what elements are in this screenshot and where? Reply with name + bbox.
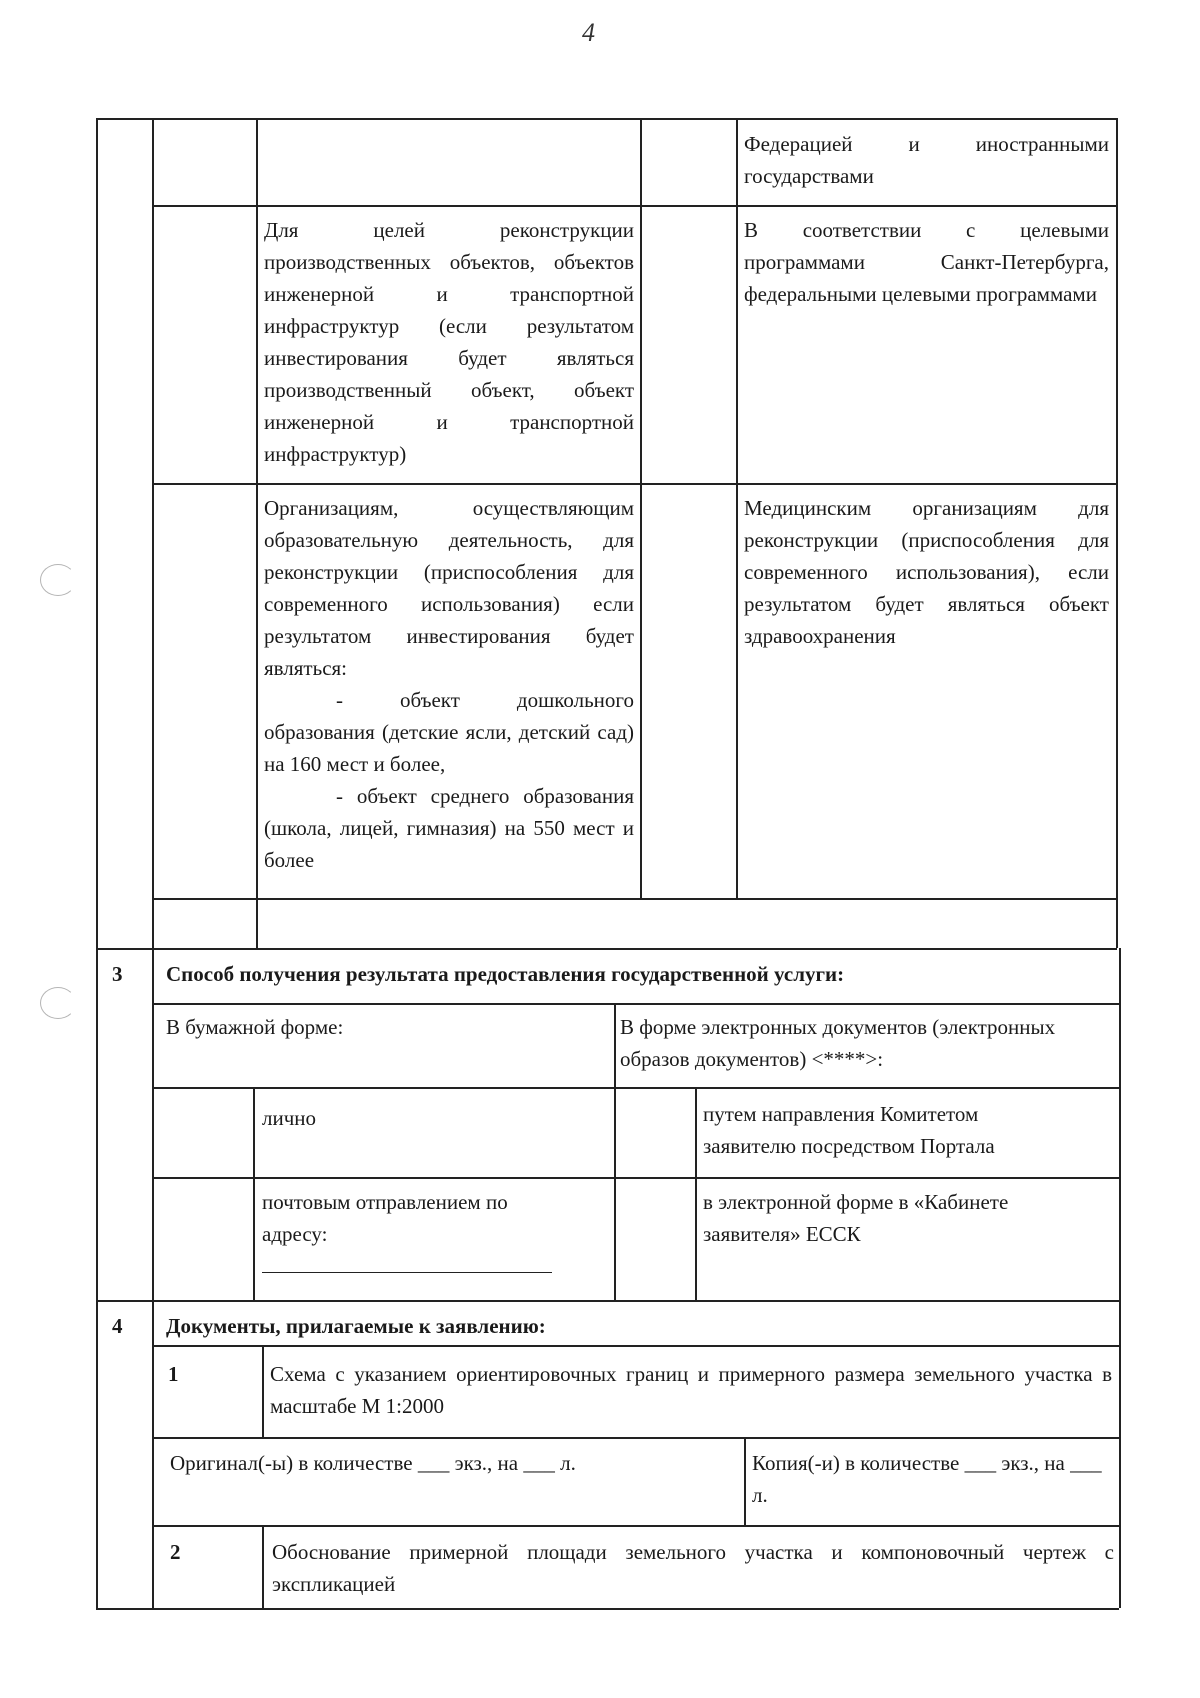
page-number: 4 (582, 18, 595, 47)
row-c-left-text (264, 492, 634, 876)
section-3-title: Способ получения результата предоставления государственной услуги: (166, 962, 845, 986)
row-c-left-intro: Организациям, осуществляющим образовательную деятельность, для реконструкции (приспособления для современного использования) если результатом инвестирования будет являться: (264, 496, 634, 680)
address-blank-line (262, 1252, 552, 1273)
option-mail-label: почтовым отправлением по адресу: (262, 1190, 508, 1246)
doc-1-number: 1 (168, 1362, 179, 1386)
option-portal: путем направления Комитетом заявителю посредством Портала (703, 1102, 995, 1158)
section-4-number: 4 (112, 1314, 123, 1338)
row-b-left-text: Для целей реконструкции производственных объектов, объектов инженерной и транспортной инфраструктур (если результатом инвестирования будет являться производственный объект, объект инженерной и транспортной инфраструктур) (264, 218, 634, 466)
row-c-left-item-school: - объект среднего образования (школа, лицей, гимназия) на 550 мест и более (264, 784, 634, 872)
row-b-right-text: В соответствии с целевыми программами Санкт-Петербурга, федеральными целевыми программами (744, 218, 1109, 306)
row-a-right-text: Федерацией и иностранными государствами (744, 132, 1109, 188)
section-3-number: 3 (112, 962, 123, 986)
electronic-form-label: В форме электронных документов (электронных образов документов) <****>: (620, 1015, 1056, 1071)
row-c-right-text: Медицинским организациям для реконструкции (приспособления для современного использования), если результатом будет являться объект здравоохранения (744, 496, 1109, 648)
option-cabinet: в электронной форме в «Кабинете заявителя» ЕССК (703, 1190, 1009, 1246)
doc-2-text: Обоснование примерной площади земельного участка и компоновочный чертеж с экспликацией (272, 1540, 1114, 1596)
paper-form-label: В бумажной форме: (166, 1015, 344, 1039)
doc-2-number: 2 (170, 1540, 181, 1564)
originals-count-label: Оригинал(-ы) в количестве ___ экз., на ___ л. (170, 1451, 576, 1475)
option-personally: лично (262, 1106, 317, 1130)
section-4-title: Документы, прилагаемые к заявлению: (166, 1314, 546, 1338)
doc-1-text: Схема с указанием ориентировочных границ и примерного размера земельного участка в масштабе М 1:2000 (270, 1362, 1112, 1418)
punch-hole-top (40, 564, 76, 596)
punch-hole-bottom (40, 987, 76, 1019)
row-c-left-item-preschool: - объект дошкольного образования (детские ясли, детский сад) на 160 мест и более, (264, 688, 634, 776)
copies-count-label: Копия(-и) в количестве ___ экз., на ___ л. (752, 1451, 1102, 1507)
option-mail (262, 1186, 562, 1282)
